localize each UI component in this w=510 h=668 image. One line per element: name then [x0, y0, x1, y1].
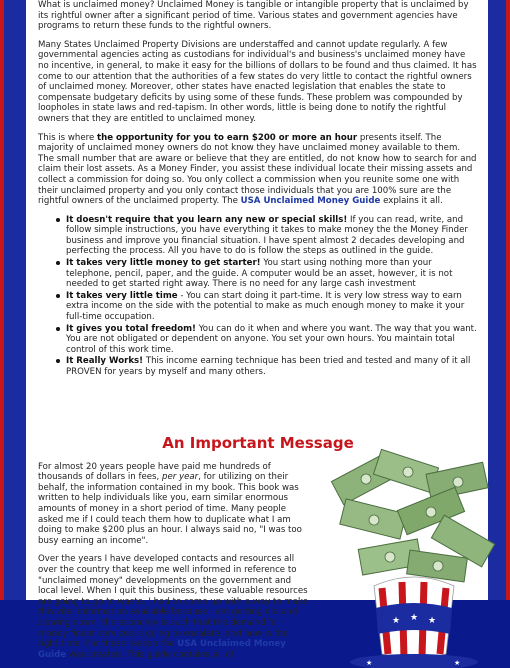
content: [26, 0, 488, 667]
list-item: It gives you total freedom! You can do it when and where you want. The way that you want. You are not obligated or dependent on anyone. You set your own hours. You maintain total control of this work time.: [66, 323, 477, 355]
list-item: It doesn't require that you learn any new or special skills! If you can read, write, and follow simple instructions, you have everything it takes to make money the the Money Finder business and improve you financial situation. I have spent almost 2 decades developing and perfecting the process. All you have to do is follow the steps as outlined in the guide.: [66, 215, 478, 257]
intro-paragraph-3: This is where the opportunity for you to earn $200 or more an hour presents itself. The majority of unclaimed money owners do not know they have unclaimed money available to them. The small number that are aware or believe that they are entitled, do not know how to search for and claim their lost assets. As a Money Finder, you assist these individual locate their missing assets and collect a commission for doing so. You only collect a commission when you reunite some one with their unclaimed property and you only contact those individuals that you are 100% sure are the rightful owners of the unclaimed property. The USA Unclaimed Money Guide explains it all.: [38, 132, 477, 207]
list-item: It Really Works! This income earning technique has been tried and tested and many of it all PROVEN for years by myself and many others.: [66, 356, 478, 377]
svg-text:★: ★: [454, 658, 461, 667]
benefits-list: [38, 215, 478, 378]
intro-paragraph-2: Many States Unclaimed Property Divisions are understaffed and cannot update regularly. A few governmental agencies acting as custodians for individual's and business's unclaimed money have no incentive, in general, to make it easy for the billions of dollars to be found and thus claimed. It has come to our attention that the authorities of a few states do very little to contact the rightful owners of unclaimed money. Moreover, other states have enacted legislation that enables the state to compensate budgetary deficits by using some of these funds. These problem was compounded by loopholes in state laws and red-tapism. In other words, little is being done to notify the rightful owners that they are entitled to unclaimed money.: [38, 39, 477, 124]
opportunity-highlight: the opportunity for you to earn $200 or more an hour: [97, 132, 358, 143]
list-item: It takes very little money to get starter! You start using nothing more than your telephone, pencil, paper, and the guide. A computer would be an asset, however, it is not needed to get started right away. There is no need for any large cash investment: [66, 258, 478, 290]
svg-text:★: ★: [428, 615, 437, 626]
intro-paragraph-1: What is unclaimed money? Unclaimed Money is tangible or intangible property that is unclaimed by its rightful owner after a significant period of time. Various states and government agencies have programs to return these funds to the rightful owners.: [38, 0, 469, 32]
svg-text:★: ★: [392, 615, 401, 626]
section-heading: An Important Message: [162, 433, 354, 452]
svg-text:★: ★: [410, 612, 419, 623]
uncle-sam-hat-icon: [350, 577, 478, 668]
message-section: [38, 461, 478, 667]
message-text: [38, 462, 308, 661]
dollar-bills-icon: [331, 449, 494, 582]
guide-link-2[interactable]: USA Unclaimed Money Guide: [38, 639, 286, 660]
svg-text:★: ★: [366, 658, 373, 667]
uncle-sam-hat-with-dollar-bills-icon: [330, 458, 498, 668]
page-body: [26, 0, 488, 667]
guide-link[interactable]: USA Unclaimed Money Guide: [240, 196, 381, 207]
message-paragraph-1: For almost 20 years people have paid me hundreds of thousands of dollars in fees, per year, for utilizing on their behalf, the information contained in my book. This book was written to help individuals like you, earn similar enormous amounts of money in a short period of time. Many people asked me if I could teach them how to duplicate what I am doing to make $200 plus an hour. I always said no, "I was too busy earning an income".: [38, 461, 302, 546]
list-item: It takes very little time - You can start doing it part-time. It is very low stress way to earn extra income on the side with the potential to make as much enough money to make it your full-time occupation.: [66, 291, 478, 323]
message-paragraph-2: Over the years I have developed contacts and resources all over the country that keep me well informed in reference to "unclaimed money" developments on the government and local level. When I quit this business, these valuable resources are going to go to waste. I had to come up with a way to make this vital information available because I am getting old and slowing down, the economy is such that the demand for money finder services is going to escalate, and now is the right time. For these reason the USA Unclaimed Money Guide was created. This guide contains all of: [38, 554, 308, 660]
